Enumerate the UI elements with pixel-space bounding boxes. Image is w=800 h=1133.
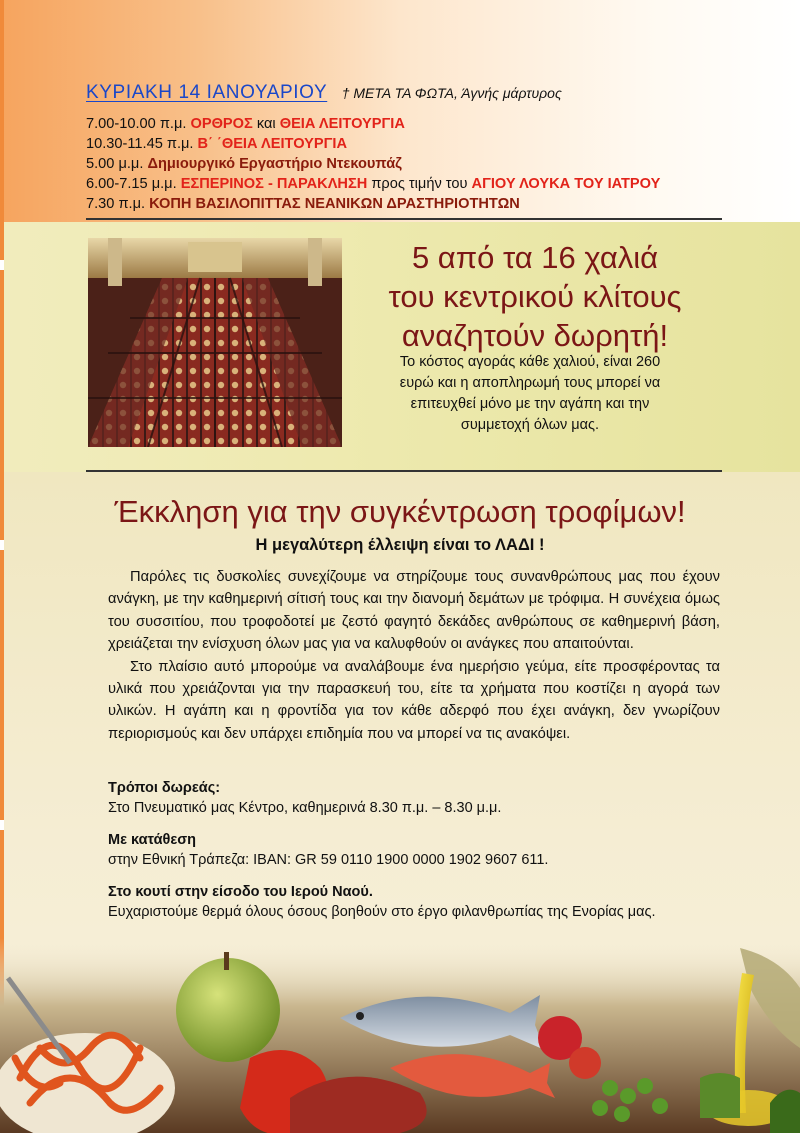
divider-middle: [86, 470, 722, 472]
schedule-item: 6.00-7.15 μ.μ. ΕΣΠΕΡΙΝΟΣ - ΠΑΡΑΚΛΗΣΗ προς τιμήν του ΑΓΙΟΥ ΛΟΥΚΑ ΤΟΥ ΙΑΤΡΟΥ: [86, 176, 661, 192]
schedule-day: ΚΥΡΙΑΚΗ 14 ΙΑΝΟΥΑΡΙΟΥ: [86, 82, 328, 103]
deposit-text: στην Εθνική Τράπεζα: IBAN: GR 59 0110 1900 0000 1902 9607 611.: [108, 852, 549, 868]
deposit-title: Με κατάθεση: [108, 832, 196, 848]
donation-ways: [108, 778, 748, 934]
appeal-paragraph: Παρόλες τις δυσκολίες συνεχίζουμε να στηρίζουμε τους συνανθρώπους μας που έχουν ανάγκη, με την καθημερινή σίτισή τους και την διανομή δεμάτων με τρόφιμα. Η συνέχεια όμως του συσσιτίου, που τροφοδοτεί με ζεστό φαγητό δεκάδες ανθρώπους σε καθημερινή βάση, χρειάζεται την ενίσχυση όλων μας για να καλυφθούν οι ανάγκες που απαιτούνται.: [108, 569, 720, 653]
carpet-text: Το κόστος αγοράς κάθε χαλιού, είναι 260 ευρώ και η αποπληρωμή τους μπορεί να επιτευχθεί μόνο με την αγάπη και την συμμετοχή όλων μας.: [399, 354, 661, 433]
schedule-list: [86, 114, 660, 214]
carpet-title: 5 από τα 16 χαλιά του κεντρικού κλίτους αναζητούν δωρητή!: [388, 240, 682, 353]
church-carpet-photo: [88, 238, 342, 447]
thanks-text: Ευχαριστούμε θερμά όλους όσους βοηθούν στο έργο φιλανθρωπίας της Ενορίας μας.: [108, 904, 656, 920]
appeal-body: [108, 566, 720, 745]
appeal-subtitle: Η μεγαλύτερη έλλειψη είναι το ΛΑΔΙ !: [255, 536, 545, 554]
box-title: Στο κουτί στην είσοδο του Ιερού Ναού.: [108, 884, 373, 900]
schedule-item: 10.30-11.45 π.μ. Β΄ ΄ΘΕΙΑ ΛΕΙΤΟΥΡΓΙΑ: [86, 136, 347, 152]
food-illustration: [0, 938, 800, 1133]
divider-top: [86, 218, 722, 220]
way-center: Στο Πνευματικό μας Κέντρο, καθημερινά 8.30 π.μ. – 8.30 μ.μ.: [108, 800, 502, 816]
schedule-item: 7.00-10.00 π.μ. ΟΡΘΡΟΣ και ΘΕΙΑ ΛΕΙΤΟΥΡΓΙΑ: [86, 116, 405, 132]
schedule-feast: † ΜΕΤΑ ΤΑ ΦΩΤΑ, Άγνής μάρτυρος: [341, 85, 562, 101]
appeal-paragraph: Στο πλαίσιο αυτό μπορούμε να αναλάβουμε ένα ημερήσιο γεύμα, είτε προσφέροντας τα υλικά που χρειάζονται για την παρασκευή του, είτε τα χρήματα που κοστίζει η αγορά των υλικών. Η αγάπη και η φροντίδα για τον κάθε αδερφό που έχει ανάγκη, δεν γνωρίζουν περιορισμούς και δεν υπάρχει επιδημία που να μπορεί να τις ανακόψει.: [108, 658, 720, 742]
schedule-header: [86, 82, 562, 104]
ways-title: Τρόποι δωρεάς:: [108, 780, 221, 796]
schedule-item: 5.00 μ.μ. Δημιουργικό Εργαστήριο Ντεκουπάζ: [86, 156, 402, 172]
schedule-item: 7.30 π.μ. ΚΟΠΗ ΒΑΣΙΛΟΠΙΤΤΑΣ ΝΕΑΝΙΚΩΝ ΔΡΑΣΤΗΡΙΟΤΗΤΩΝ: [86, 196, 520, 212]
appeal-title: Έκκληση για την συγκέντρωση τροφίμων!: [114, 494, 686, 529]
